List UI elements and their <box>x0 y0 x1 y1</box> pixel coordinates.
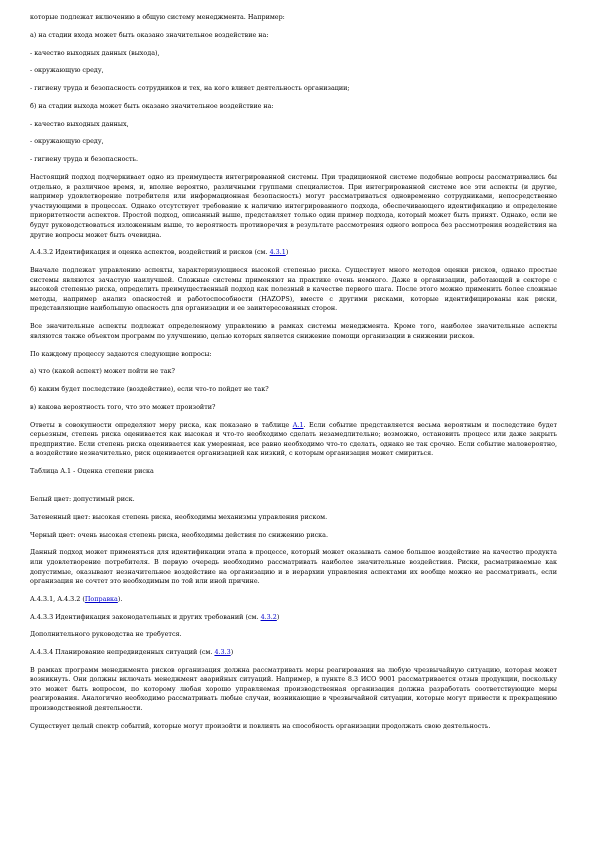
legend-shaded: Затененный цвет: высокая степень риска, необходимы механизмы управления риском. <box>30 512 328 521</box>
list-item: - качество выходных данных (выхода), <box>30 48 160 57</box>
table-caption: Таблица А.1 - Оценка степени риска <box>30 467 154 476</box>
list-item: - окружающую среду, <box>30 66 104 75</box>
paragraph-text: . Если событие представляется весьма вероятным и последствие будет серьезным, степень риска оценивается как высокая и что-то необходимо сделать незамедлительно; возможно, остановить процесс или даже закрыть предприятие. Если степень риска оценивается как умеренная, все равно необходимо что-то сделать, однако не так срочно. Если событие маловероятно, а воздействие незначительно, риск оценивается организацией как низкий, с которым организация может смириться. <box>30 420 557 458</box>
list-item: б) каким будет последствие (воздействие), если что-то пойдет не так? <box>30 385 269 394</box>
heading-end: ) <box>230 648 234 657</box>
heading-text: А.4.3.3 Идентификация законодательных и других требований (см. <box>30 612 261 621</box>
paragraph: Вначале подлежат управлению аспекты, характеризующиеся высокой степенью риска. Существует много методов оценки рисков, однако простые системы являются зачастую наилучшей. Сложные системы применяют на практике очень немного. Даже в организации, работающей в секторе с высокой степенью риска, определить преимущественный подход как полезный в качестве первого шага. После этого можно применить более сложные методы, например анализ опасностей и работоспособности (HAZOPS), вместе с другими рисками, которые идентифицированы как риски, представляющие наибольшую опасность для организации и ее заинтересованных сторон. <box>30 265 557 313</box>
section-heading-a433 <box>30 613 557 623</box>
amendment-note <box>30 595 557 605</box>
link-4-3-2[interactable]: 4.3.2 <box>260 612 277 621</box>
link-4-3-1[interactable]: 4.3.1 <box>269 248 286 257</box>
list-item: - качество выходных данных, <box>30 119 129 128</box>
paragraph <box>30 421 557 459</box>
list-item: б) на стадии выхода может быть оказано значительное воздействие на: <box>30 101 274 110</box>
list-item: в) какова вероятность того, что это может произойти? <box>30 402 216 411</box>
legend-white: Белый цвет: допустимый риск. <box>30 494 135 503</box>
paragraph: По каждому процессу задаются следующие вопросы: <box>30 349 212 358</box>
legend-black: Черный цвет: очень высокая степень риска, необходимы действия по снижению риска. <box>30 530 329 539</box>
list-item: а) что (какой аспект) может пойти не так? <box>30 367 175 376</box>
list-item: - гигиену труда и безопасность сотрудников и тех, на кого влияет деятельность организации; <box>30 84 350 93</box>
list-item: а) на стадии входа может быть оказано значительное воздействие на: <box>30 30 269 39</box>
section-heading-a434 <box>30 648 557 658</box>
link-4-3-3[interactable]: 4.3.3 <box>214 648 231 657</box>
paragraph: которые подлежат включению в общую систему менеджмента. Например: <box>30 13 285 21</box>
paragraph: Данный подход может применяться для идентификации этапа в процессе, который может оказывать самое большое воздействие на качество продукта или удовлетворение потребителя. В первую очередь необходимо рассматривать наиболее значительные воздействия. Риски, расматриваемые как допустимые, оказывают незначительное воздействие на организацию и в иерархии управления аспектами их вообще можно не рассматривать, если организация не сочтет это необходимым по той или иной причине. <box>30 548 557 586</box>
link-table-a1[interactable]: А.1 <box>292 420 304 429</box>
note-text: А.4.3.1, А.4.3.2 ( <box>30 594 85 603</box>
heading-text: А.4.3.2 Идентификация и оценка аспектов, воздействий и рисков (см. <box>30 248 270 257</box>
paragraph-text: Ответы в совокупности определяют меру риска, как показано в таблице <box>30 420 293 429</box>
heading-end: ) <box>276 612 280 621</box>
note-end: ). <box>117 594 123 603</box>
paragraph: Настоящий подход подчеркивает одно из преимуществ интегрированной системы. При традиционной системе подобные вопросы рассматривались бы отдельно, в различное время, и, вполне вероятно, различными группами специалистов. При интегрированной системе все эти аспекты (и другие, например удовлетворение потребителя или информационная безопасность) могут рассматриваться одновременно сотрудниками, непосредственно участвующими в процессах. Однако отсутствует требование к наличию интегрированного подхода, обеспечивающего идентификацию и определение приоритетности аспектов. Простой подход, описанный выше, представляет только один пример подхода, который может быть принят. Однако, если не будут руководствоваться изложенным выше, то вероятность противоречия в результате рассмотрения одного вопроса без рассмотрения воздействия на другие вопросы может быть очевидна. <box>30 173 557 239</box>
section-heading-a432 <box>30 248 557 258</box>
paragraph: Дополнительного руководства не требуется. <box>30 630 182 639</box>
paragraph: Все значительные аспекты подлежат определенному управлению в рамках системы менеджмента. Кроме того, наиболее значительные аспекты являются также объектом программ по улучшению, целью которых является снижение помощи организации в снижении рисков. <box>30 322 557 340</box>
list-item: - гигиену труда и безопасность. <box>30 155 139 164</box>
list-item: - окружающую среду, <box>30 137 104 146</box>
paragraph: Существует целый спектр событий, которые могут произойти и повлиять на способность организации продолжать свою деятельность. <box>30 721 491 730</box>
table-placeholder <box>30 485 557 495</box>
heading-text: А.4.3.4 Планирование непредвиденных ситуаций (см. <box>30 648 215 657</box>
heading-end: ) <box>285 248 289 257</box>
link-amendment[interactable]: Поправка <box>84 594 118 603</box>
paragraph: В рамках программ менеджмента рисков организация должна рассматривать меры реагирования на любую чрезвычайную ситуацию, которая может возникнуть. Они должны включать менеджмент аварийных ситуаций. Например, в пункте 8.3 ИСО 9001 рассматривается отзыв продукции, поскольку это может быть вопросом, по которому любая хорошо управляемая производственная организация должна разработать соответствующие меры реагирования. Аналогично необходимо рассматривать любые случаи, возникающие в чрезвычайной ситуации, которые могут привести к прекращению производственной деятельности. <box>30 665 557 712</box>
